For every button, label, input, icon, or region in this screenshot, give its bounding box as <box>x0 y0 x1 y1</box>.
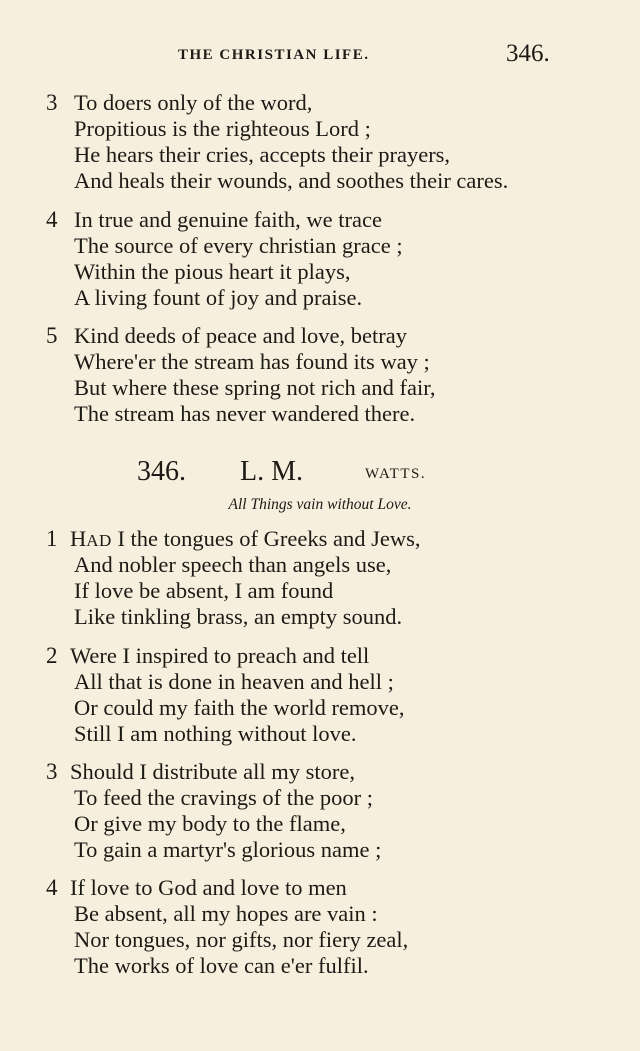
verse-line: In true and genuine faith, we trace <box>74 207 382 232</box>
verse-line: He hears their cries, accepts their prayers, <box>74 142 451 167</box>
verse-line: If love to God and love to men <box>70 875 347 900</box>
hymn-author: WATTS. <box>365 466 427 482</box>
verse-line: And heals their wounds, and soothes their cares. <box>74 168 509 193</box>
verse-line: But where these spring not rich and fair, <box>74 375 436 400</box>
verse-line: Like tinkling brass, an empty sound. <box>74 604 403 629</box>
verse-line-first <box>70 526 420 554</box>
verse-line: And nobler speech than angels use, <box>74 552 392 577</box>
verse-line: Were I inspired to preach and tell <box>70 643 370 668</box>
page-number: 346. <box>506 40 550 67</box>
stanza-number: 3 <box>46 90 58 115</box>
running-head <box>0 40 640 70</box>
stanza-number: 4 <box>46 207 58 232</box>
stanza-number: 3 <box>46 759 58 784</box>
verse-line: Kind deeds of peace and love, betray <box>74 323 407 348</box>
stanza-number: 2 <box>46 643 58 668</box>
verse-line: Within the pious heart it plays, <box>74 259 351 284</box>
verse-line: Nor tongues, nor gifts, nor fiery zeal, <box>74 927 409 952</box>
verse-line: To gain a martyr's glorious name ; <box>74 837 382 862</box>
verse-line: Still I am nothing without love. <box>74 721 357 746</box>
verse-line: Be absent, all my hopes are vain : <box>74 901 378 926</box>
verse-line: The source of every christian grace ; <box>74 233 403 258</box>
stanza-number: 1 <box>46 526 58 551</box>
initial-capital: H <box>70 526 87 551</box>
verse-line: Should I distribute all my store, <box>70 759 355 784</box>
verse-line: A living fount of joy and praise. <box>74 285 363 310</box>
verse-line: Propitious is the righteous Lord ; <box>74 116 371 141</box>
first-line-rest: I the tongues of Greeks and Jews, <box>111 526 421 551</box>
hymn-meter: L. M. <box>240 456 303 487</box>
stanza-number: 5 <box>46 323 58 348</box>
verse-line: Or could my faith the world remove, <box>74 695 405 720</box>
hymn-subtitle: All Things vain without Love. <box>228 496 412 513</box>
verse-line: The stream has never wandered there. <box>74 401 416 426</box>
stanza-number: 4 <box>46 875 58 900</box>
hymn-heading <box>0 456 640 490</box>
verse-line: To feed the cravings of the poor ; <box>74 785 373 810</box>
verse-line: Or give my body to the flame, <box>74 811 346 836</box>
verse-line: To doers only of the word, <box>74 90 313 115</box>
verse-line: If love be absent, I am found <box>74 578 334 603</box>
verse-line: The works of love can e'er fulfil. <box>74 953 369 978</box>
verse-line: All that is done in heaven and hell ; <box>74 669 394 694</box>
running-title: THE CHRISTIAN LIFE. <box>178 47 370 63</box>
small-caps-word: AD <box>86 531 112 550</box>
verse-line: Where'er the stream has found its way ; <box>74 349 430 374</box>
hymn-number: 346. <box>137 456 186 487</box>
